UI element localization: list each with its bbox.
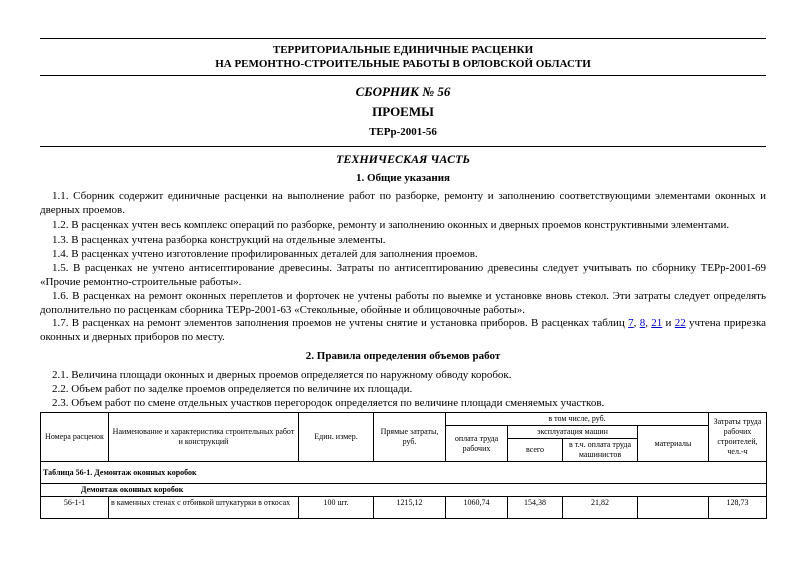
header-machinists-pay: в т.ч. оплата труда машинистов: [563, 439, 638, 462]
row-number: 56-1-1: [41, 497, 109, 519]
paragraph-1-5: [40, 261, 766, 289]
header-name: Наименование и характеристика строительных работ и конструкций: [109, 413, 299, 462]
paragraph-2-3-text: 2.3. Объем работ по смене отдельных участков перегородок определяется по величине площади сменяемых участков.: [52, 397, 605, 409]
header-unit: Един. измер.: [299, 413, 374, 462]
row-machine-total: 154,38: [508, 497, 563, 519]
rates-table: [40, 412, 767, 519]
paragraph-2-1: [40, 368, 766, 382]
paragraph-1-4-text: 1.4. В расценках учтено изготовление профилированных деталей для заполнения проемов.: [52, 248, 478, 260]
paragraph-1-6: [40, 289, 766, 317]
paragraph-1-2: [40, 218, 766, 232]
paragraph-1-5-text: 1.5. В расценках не учтено антисептирование древесины. Затраты по антисептированию древесины следует учитывать по сборнику ТЕРр-2001-69 «Прочие ремонтно-строительные работы».: [40, 262, 766, 288]
link-table-22[interactable]: 22: [674, 317, 686, 329]
paragraph-1-1: [40, 189, 766, 217]
row-labor-costs: 128,73: [709, 497, 767, 519]
header-labor-pay: оплата труда рабочих: [446, 426, 508, 462]
paragraph-1-7-text-end: учтена прирезка оконных и дверных приборов по месту.: [40, 317, 767, 343]
row-unit: 100 шт.: [299, 497, 374, 519]
header-rule: [40, 75, 766, 76]
header-line-1: ТЕРРИТОРИАЛЬНЫЕ ЕДИНИЧНЫЕ РАСЦЕНКИ: [272, 44, 534, 56]
paragraph-1-2-text: 1.2. В расценках учтен весь комплекс операций по разборке, ремонту и заполнению оконных и дверных проемов конструктивными элементами.: [52, 219, 730, 231]
table-row: [41, 497, 767, 519]
collection-code: ТЕРр-2001-56: [369, 126, 437, 138]
header-machine-op: эксплуатация машин: [508, 426, 638, 439]
table-title: Таблица 56-1. Демонтаж оконных коробок: [41, 462, 767, 484]
paragraph-2-1-text: 2.1. Величина площади оконных и дверных проемов определяется по наружному обводу коробок.: [52, 369, 512, 381]
paragraph-1-7-sep-2: ,: [645, 317, 652, 329]
paragraph-1-6-text: 1.6. В расценках на ремонт оконных переплетов и форточек не учтены работы по выемке и установке вновь стекол. Эти затраты следует определять дополнительно по расценкам сборника ТЕРр-2001-63 «Стекольные, обойные и облицовочные работы».: [40, 290, 766, 316]
paragraph-1-7-sep-1: ,: [633, 317, 640, 329]
header-incl: в том числе, руб.: [446, 413, 709, 426]
paragraph-1-7-text-start: 1.7. В расценках на ремонт элементов заполнения проемов не учтены снятие и установка приборов. В расценках таблиц: [52, 317, 629, 329]
link-table-21[interactable]: 21: [651, 317, 663, 329]
header-labor-costs: Затраты труда рабочих строителей, чел.-ч: [709, 413, 767, 462]
row-name: в каменных стенах с отбивкой штукатурки в откосах: [109, 497, 299, 519]
top-rule: [40, 38, 766, 39]
paragraph-1-7-sep-3: и: [662, 317, 675, 329]
collection-title: СБОРНИК № 56: [355, 84, 451, 99]
collection-subject: ПРОЕМЫ: [372, 104, 434, 119]
header-materials: материалы: [638, 426, 709, 462]
paragraph-1-7: [40, 316, 766, 344]
paragraph-1-4: [40, 247, 766, 261]
row-direct-costs: 1215,12: [374, 497, 446, 519]
collection-rule: [40, 146, 766, 147]
link-table-7[interactable]: 7: [628, 317, 634, 329]
header-direct-costs: Прямые затраты, руб.: [374, 413, 446, 462]
row-labor-pay: 1060,74: [446, 497, 508, 519]
header-number: Номера расценок: [41, 413, 109, 462]
header-line-2: НА РЕМОНТНО-СТРОИТЕЛЬНЫЕ РАБОТЫ В ОРЛОВСКОЙ ОБЛАСТИ: [215, 58, 591, 70]
group-title: Демонтаж оконных коробок: [41, 484, 767, 497]
paragraph-2-2-text: 2.2. Объем работ по заделке проемов определяется по величине их площади.: [52, 383, 413, 395]
paragraph-2-2: [40, 382, 766, 396]
technical-part-title: ТЕХНИЧЕСКАЯ ЧАСТЬ: [335, 152, 471, 166]
paragraph-1-3-text: 1.3. В расценках учтена разборка конструкций на отдельные элементы.: [52, 234, 386, 246]
row-machinists-pay: 21,82: [563, 497, 638, 519]
paragraph-1-3: [40, 233, 766, 247]
link-table-8[interactable]: 8: [639, 317, 646, 329]
row-materials: [638, 497, 709, 519]
section-2-title: 2. Правила определения объемов работ: [305, 350, 501, 362]
paragraph-1-1-text: 1.1. Сборник содержит единичные расценки на выполнение работ по разборке, ремонту и заполнению соответствующими элементами оконных и дверных проемов.: [40, 190, 766, 216]
section-1-title: 1. Общие указания: [355, 172, 451, 184]
paragraph-2-3: [40, 396, 766, 410]
header-machine-total: всего: [508, 439, 563, 462]
